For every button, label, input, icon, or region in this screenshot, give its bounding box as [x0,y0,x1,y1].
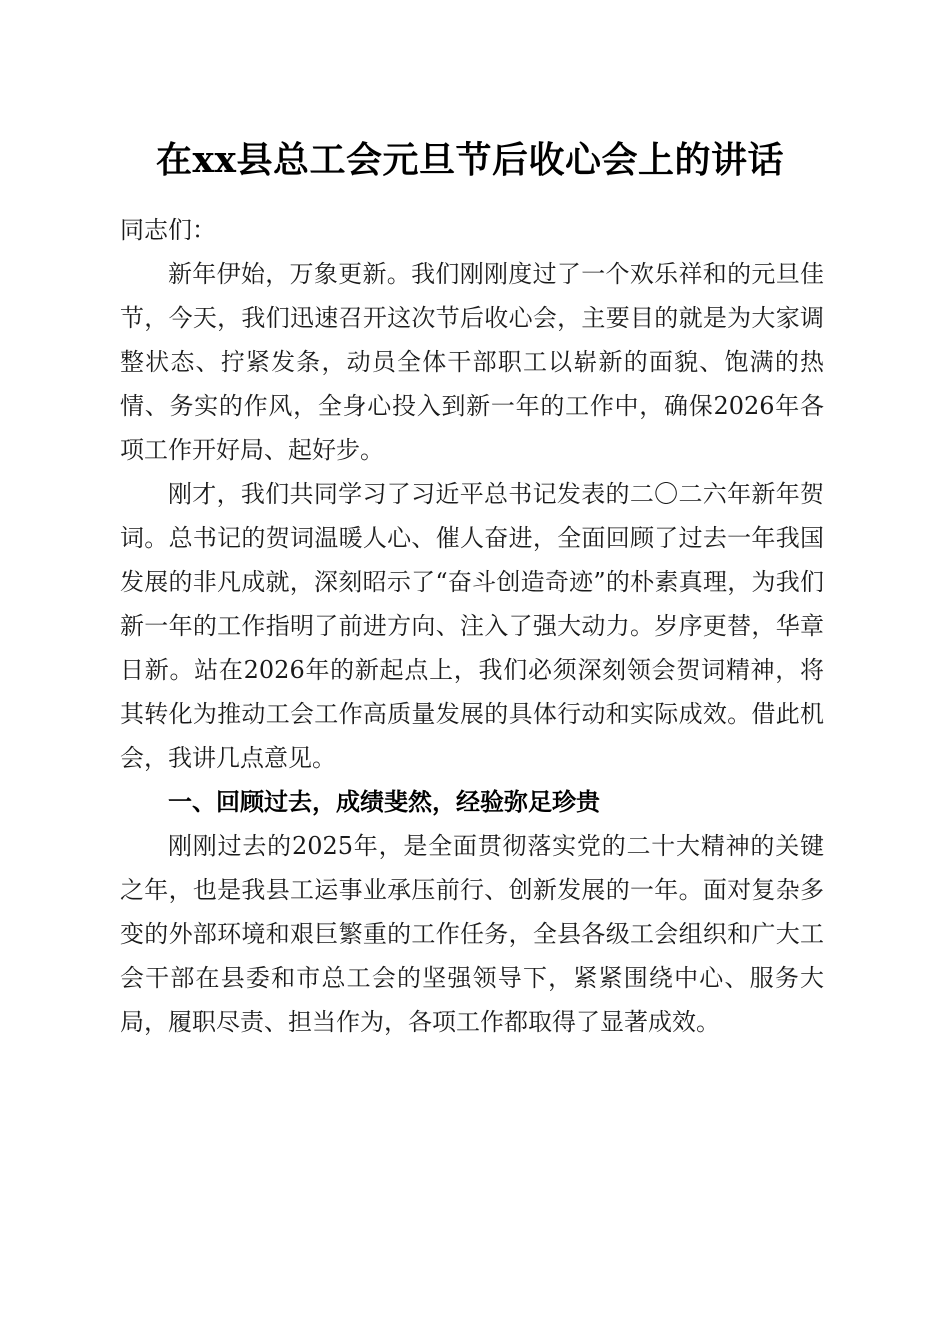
document-body [120,208,824,1044]
salutation: 同志们： [120,216,216,244]
paragraph-review: 刚刚过去的2025年，是全面贯彻落实党的二十大精神的关键之年，也是我县工运事业承压前行、创新发展的一年。面对复杂多变的外部环境和艰巨繁重的工作任务，全县各级工会组织和广大工会干部在县委和市总工会的坚强领导下，紧紧围绕中心、服务大局，履职尽责、担当作为，各项工作都取得了显著成效。 [120,832,824,1036]
section-heading: 一、回顾过去，成绩斐然，经验弥足珍贵 [168,788,600,816]
paragraph-opening: 新年伊始，万象更新。我们刚刚度过了一个欢乐祥和的元旦佳节，今天，我们迅速召开这次节后收心会，主要目的就是为大家调整状态、拧紧发条，动员全体干部职工以崭新的面貌、饱满的热情、务实的作风，全身心投入到新一年的工作中，确保2026年各项工作开好局、起好步。 [120,260,824,464]
document-title: 在xx县总工会元旦节后收心会上的讲话 [156,139,784,181]
paragraph-new-year-address: 刚才，我们共同学习了习近平总书记发表的二〇二六年新年贺词。总书记的贺词温暖人心、催人奋进，全面回顾了过去一年我国发展的非凡成就，深刻昭示了“奋斗创造奇迹”的朴素真理，为我们新一年的工作指明了前进方向、注入了强大动力。岁序更替，华章日新。站在2026年的新起点上，我们必须深刻领会贺词精神，将其转化为推动工会工作高质量发展的具体行动和实际成效。借此机会，我讲几点意见。 [120,480,824,772]
